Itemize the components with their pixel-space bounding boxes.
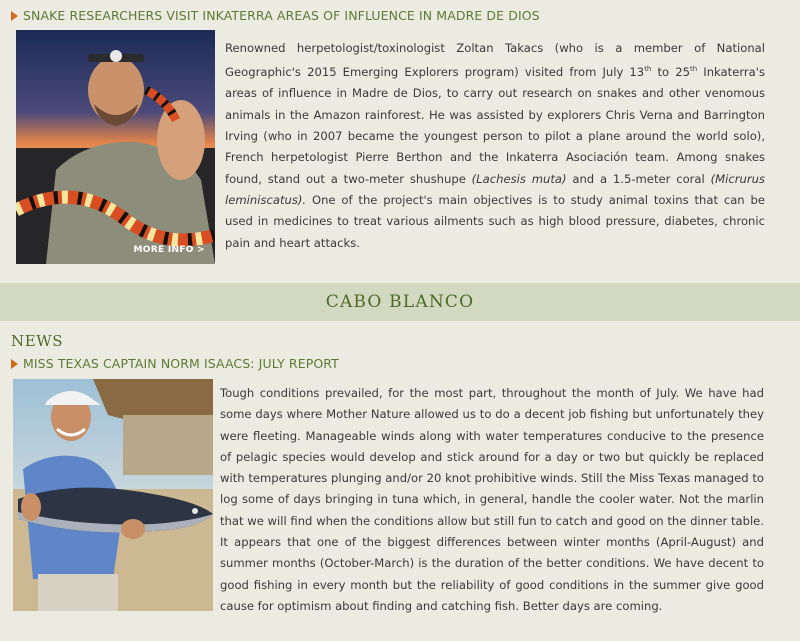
article1-body-part: Inkaterra's areas of influence in Madre de Dios, to carry out research on snakes and other venomous animals in the Amazon rainforest. He was assisted by explorers Chris Verna and Barrington Irving (who in 2007 became the youngest person to pilot a plane around the world solo), French herpetologist Pierre Berthon and the Inkaterra Asociación team. Among snakes found, stand out a two-meter shushupe <box>225 65 765 186</box>
article2-title[interactable] <box>11 356 339 371</box>
article1-body-part: One of the project's main objectives is to study animal toxins that can be used in medicines to treat various ailments such as high blood pressure, diabetes, chronic pain and heart attacks. <box>225 192 765 250</box>
snake-researcher-photo <box>16 30 215 264</box>
article2-photo <box>13 379 213 611</box>
triangle-bullet-icon <box>11 11 18 21</box>
news-label: NEWS <box>11 332 64 350</box>
species-name: (Micrurus leminiscatus). <box>225 171 765 207</box>
article2-title-text[interactable]: MISS TEXAS CAPTAIN NORM ISAACS: JULY REPORT <box>23 356 339 371</box>
article1-body <box>225 38 765 254</box>
more-info-link[interactable]: MORE INFO > <box>133 245 205 255</box>
section-banner-title: CABO BLANCO <box>325 292 475 312</box>
species-name: (Lachesis muta) <box>471 171 567 186</box>
article1-body-part: Renowned herpetologist/toxinologist Zoltan Takacs (who is a member of National Geographic's 2015 Emerging Explorers program) visited from July 13 <box>225 41 765 80</box>
tuna-catch-photo <box>13 379 213 611</box>
article1-body-part: and a 1.5-meter coral <box>566 171 711 186</box>
article1-superscript: th <box>689 65 698 74</box>
article1-body-part: to 25 <box>651 65 690 80</box>
section-banner <box>0 283 800 321</box>
article1-photo[interactable] <box>16 30 215 264</box>
article1-title[interactable] <box>11 8 540 23</box>
article1-title-text[interactable]: SNAKE RESEARCHERS VISIT INKATERRA AREAS OF INFLUENCE IN MADRE DE DIOS <box>23 8 540 23</box>
article1-superscript: th <box>644 65 652 74</box>
article2-body: Tough conditions prevailed, for the most part, throughout the month of July. We have had some days where Mother Nature allowed us to do a decent job fishing but unfortunately they were fleeting. Manageable winds along with water temperatures conducive to the presence of pelagic species would develop and stick around for a day or two but quickly be replaced with temperatures plunging and/or 20 knot prohibitive winds. Still the Miss Texas managed to log some of days bringing in tuna which, in general, handle the cooler water. Not the marlin that we will find when the conditions allow but still fun to catch and good on the dinner table. It appears that one of the biggest differences between winter months (April-August) and summer months (October-March) is the duration of the better conditions. We have decent to good fishing in every month but the reliability of good conditions in the summer give good cause for optimism about finding and catching fish. Better days are coming. <box>220 386 764 613</box>
triangle-bullet-icon <box>11 359 18 369</box>
